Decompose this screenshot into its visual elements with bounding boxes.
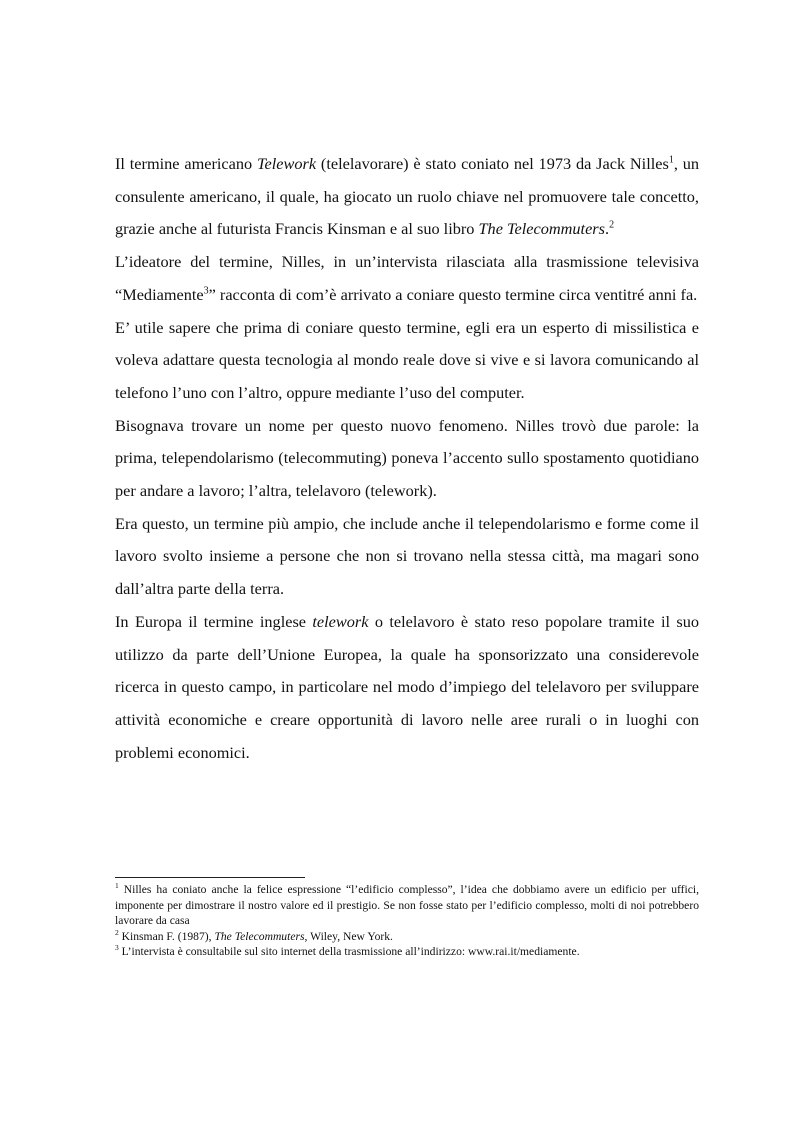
footnote-italic-title: The Telecommuters	[214, 929, 305, 943]
text-run: L’ideatore del termine, Nilles, in un’intervista rilasciata alla trasmissione televisiva “Mediamente	[115, 252, 699, 304]
paragraph-3: E’ utile sapere che prima di coniare questo termine, egli era un esperto di missilistica e voleva adattare questa tecnologia al mondo reale dove si vive e si lavora comunicando al telefono l’uno con l’altro, oppure mediante l’uso del computer.	[115, 317, 699, 402]
text-run: Il termine americano	[115, 154, 257, 173]
footnotes	[115, 882, 699, 960]
paragraph-4: Bisognava trovare un nome per questo nuovo fenomeno. Nilles trovò due parole: la prima, telependolarismo (telecommuting) poneva l’accento sullo spostamento quotidiano per andare a lavoro; l’altra, telelavoro (telework).	[115, 415, 699, 501]
footnote-text: , Wiley, New York.	[304, 929, 393, 943]
text-run: o telelavoro è stato reso popolare tramite il suo utilizzo da parte dell’Unione Europea, la quale ha sponsorizzato una considerevole ricerca in questo campo, in particolare nel modo d’impiego del telelavoro per sviluppare attività economiche e creare opportunità di lavoro nelle aree rurali o in luoghi con problemi economici.	[115, 611, 700, 762]
footnote-ref: 3	[203, 285, 209, 297]
text-run: , un consulente americano, il quale, ha giocato un ruolo chiave nel promuovere tale concetto, grazie anche al futurista Francis Kinsman e al suo libro	[115, 154, 700, 239]
text-run: (telelavorare) è stato coniato nel 1973 da Jack Nilles	[316, 154, 669, 173]
paragraph-2	[115, 246, 699, 311]
italic-term: telework	[312, 611, 369, 631]
paragraph-1	[115, 148, 699, 246]
footnote-ref: 1	[668, 154, 674, 166]
paragraph-5: Era questo, un termine più ampio, che include anche il telependolarismo e forme come il lavoro svolto insieme a persone che non si trovano nella stessa città, ma magari sono dall’altra parte della terra.	[115, 513, 699, 599]
footnote-divider	[115, 877, 305, 878]
footnote-text: Nilles ha coniato anche la felice espressione “l’edificio complesso”, l’idea che dobbiamo avere un edificio per uffici, imponente per dimostrare il nostro valore ed il prestigio. Se non fosse stato per l’edificio complesso, molti di noi potrebbero lavorare da casa	[115, 883, 699, 927]
footnote-2	[115, 929, 699, 945]
italic-term: Telework	[256, 154, 317, 173]
paragraph-6	[115, 606, 699, 770]
footnote-text: Kinsman F. (1987),	[118, 929, 215, 943]
footnote-3	[115, 944, 699, 960]
footnote-text: L’intervista è consultabile sul sito internet della trasmissione all’indirizzo: www.rai.it/mediamente.	[118, 945, 580, 958]
text-run: .	[604, 219, 610, 239]
body-text	[115, 148, 699, 769]
footnote-ref: 2	[609, 219, 615, 231]
footnote-number: 1	[115, 881, 119, 891]
italic-title: The Telecommuters	[478, 219, 605, 239]
footnote-1	[115, 882, 699, 929]
footnote-number: 2	[115, 927, 119, 937]
text-run: ” racconta di com’è arrivato a coniare questo termine circa ventitré anni fa.	[208, 284, 698, 304]
footnote-number: 3	[115, 943, 119, 953]
text-run: In Europa il termine inglese	[115, 611, 313, 631]
